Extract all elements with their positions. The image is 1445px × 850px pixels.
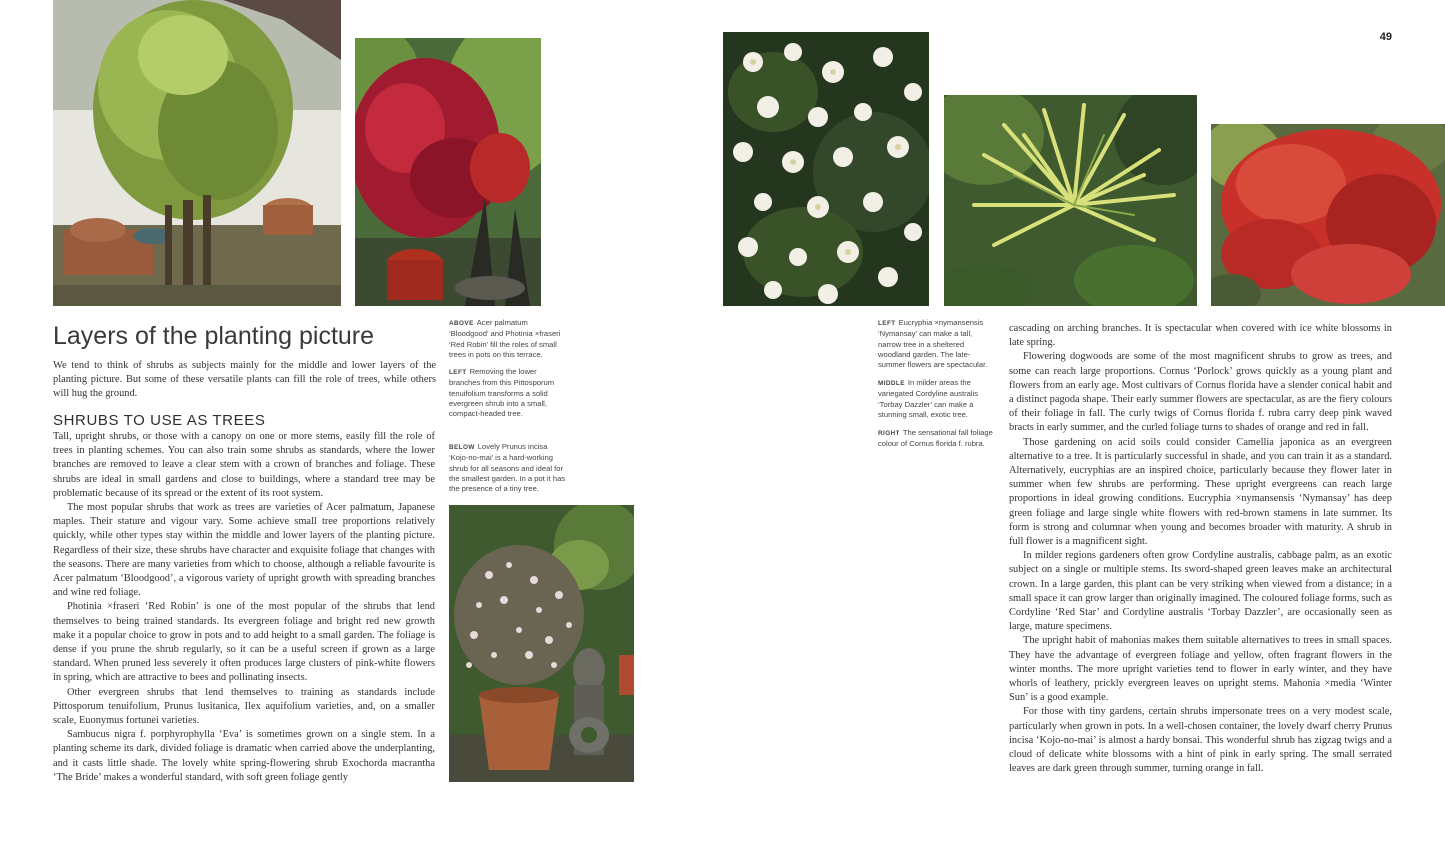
- body-paragraph: Photinia ×fraseri ‘Red Robin’ is one of the most popular of the shrubs that lend themselves to being trained standards. Its evergreen foliage and bright red new growth make it a popular choice to grow in pots and to add height to a small garden. The foliage is dense if you prune the shrub regularly, so it can be a useful screen if grown as a large standard. When pruned less severely it often produces large clusters of pink-white flowers in spring, which are attractive to bees and pollinating insects.: [53, 601, 435, 684]
- section-heading: SHRUBS TO USE AS TREES: [53, 412, 266, 429]
- body-paragraph: Other evergreen shrubs that lend themselves to training as standards include Pittosporum tenuifolium, Prunus lusitanica, Ilex aquifolium varieties, and, on a smaller scale, Euonymus fortunei varieties.: [53, 686, 435, 727]
- caption-label: ABOVE: [449, 320, 474, 327]
- body-paragraph: For those with tiny gardens, certain shrubs impersonate trees on a very modest scale, particularly when grown in pots. In a well-chosen container, the lovely dwarf cherry Prunus incisa ‘Kojo-no-mai’ is almost a hardy bonsai. This wonderful shrub has zigzag twigs and a cloud of delicate white blossoms with a hint of pink in early spring. The small serrated leaves are dark green through summer, turning orange in fall.: [1009, 706, 1392, 775]
- photo-acer-photinia: [355, 38, 541, 306]
- intro-paragraph: [53, 359, 436, 402]
- caption-label: BELOW: [449, 444, 475, 451]
- body-paragraph: The upright habit of mahonias makes them suitable alternatives to trees in small spaces. They have the advantage of evergreen foliage and yellow, often fragrant flowers in the winter months. The more upright varieties tend to flower in early winter, and they have whorls of leathery, prickly evergreen leaves on upright stems. Mahonia ×media ‘Winter Sun’ is a good example.: [1009, 635, 1392, 704]
- caption-label: MIDDLE: [878, 380, 905, 387]
- caption-label: LEFT: [449, 369, 467, 376]
- caption-text: Removing the lower branches from this Pittosporum tenuifolium transforms a solid evergreen shrub into a small, compact-headed tree.: [449, 367, 555, 419]
- caption-text: The sensational fall foliage colour of Cornus florida f. rubra.: [878, 428, 993, 449]
- photo-cornus-rubra: [1211, 124, 1445, 306]
- caption-text: Eucryphia ×nymansensis ‘Nymansay’ can make a tall, narrow tree in a sheltered woodland garden. The late-summer flowers are spectacular.: [878, 318, 988, 370]
- caption-left-eucryphia: [878, 318, 996, 370]
- body-column-right: [1009, 322, 1392, 792]
- photo-cordyline: [944, 95, 1197, 306]
- body-paragraph: cascading on arching branches. It is spectacular when covered with ice white blossoms in late spring.: [1009, 323, 1392, 349]
- photo-eucryphia: [723, 32, 929, 306]
- caption-text: Acer palmatum ‘Bloodgood’ and Photinia ×fraseri ‘Red Robin’ fill the roles of small trees in pots on this terrace.: [449, 318, 561, 359]
- caption-left-pittosporum: [449, 367, 567, 419]
- caption-label: RIGHT: [878, 430, 900, 437]
- caption-right: [878, 428, 996, 450]
- body-column-left: [53, 430, 435, 786]
- caption-above: [449, 318, 567, 360]
- body-paragraph: Those gardening on acid soils could consider Camellia japonica as an evergreen alternative to a tree. It is particularly successful in shade, and you can train it as a standard. Alternatively, eucryphias are an inspired choice, particularly because they flower later in summer when few shrubs are performing. These upright evergreens can reach large proportions in ideal growing conditions. Eucryphia ×nymansensis ‘Nymansay’ has deep green foliage and large single white flowers with red-brown stamens in late summer. Its form is strong and columnar when young and becomes broader with maturity. A shrub in full flower is a magnificent sight.: [1009, 436, 1392, 548]
- intro-text: We tend to think of shrubs as subjects mainly for the middle and lower layers of the planting picture. But some of these versatile plants can fill the role of trees, while others will hug the ground.: [53, 360, 436, 400]
- caption-label: LEFT: [878, 320, 896, 327]
- page-number: 49: [1379, 31, 1392, 43]
- body-paragraph: Tall, upright shrubs, or those with a canopy on one or more stems, easily fill the role of trees in planting schemes. You can also train some shrubs as standards, where the lower branches are removed to leave a clear stem with a crown of branches and foliage. These shrubs are ideal in small gardens and close to buildings, where a standard tree may be problematic because of its spread or the extent of its root system.: [53, 431, 435, 499]
- page-title: Layers of the planting picture: [53, 322, 375, 350]
- caption-text: In milder areas the variegated Cordyline australis ‘Torbay Dazzler’ can make a stunning small, exotic tree.: [878, 378, 979, 419]
- body-paragraph: Flowering dogwoods are some of the most magnificent shrubs to grow as trees, and some can reach large proportions. Cornus ‘Porlock’ grows quickly as a young plant and flowers from an early age. Most cultivars of Cornus florida have a slender conical habit and a distinct pagoda shape. Their early summer flowers are spectacular, as are the fiery colours of their foliage in fall. The curly twigs of Cornus florida f. rubra carry deep pink waved bracts in early summer, and the curled foliage turns to shades of orange and red in fall.: [1009, 351, 1392, 434]
- photo-pittosporum-standard: [53, 0, 341, 306]
- photo-prunus-kojo-no-mai: [449, 505, 634, 782]
- body-paragraph: The most popular shrubs that work as trees are varieties of Acer palmatum, Japanese maples. Their stature and vigour vary. Some achieve small tree proportions relatively quickly, while other types stay within the middle and lower layers of the planting picture. Regardless of their size, these shrubs have character and exquisite foliage that changes with the seasons. There are many varieties from which to choose, although a reliable favourite is Acer palmatum ‘Bloodgood’, a vigorous variety of upright growth with spreading branches and wine red foliage.: [53, 502, 435, 599]
- caption-text: Lovely Prunus incisa ‘Kojo-no-mai’ is a hard-working shrub for all seasons and ideal for the smallest garden. In a pot it has the presence of a tiny tree.: [449, 442, 566, 494]
- caption-below: [449, 442, 567, 494]
- body-paragraph: Sambucus nigra f. porphyrophylla ‘Eva’ is sometimes grown on a single stem. In a planting scheme its dark, divided foliage is dramatic when carried above the underplanting, and it casts little shade. The lovely white spring-flowering shrub Exochorda macrantha ‘The Bride’ makes a wonderful standard, with soft green foliage gently: [53, 729, 435, 783]
- body-paragraph: In milder regions gardeners often grow Cordyline australis, cabbage palm, as an exotic subject on a single or multiple stems. Its sword-shaped green leaves make an architectural crown. In a large garden, this plant can be very striking when viewed from a distance; in a small space it can grow larger than originally imagined. The coloured foliage forms, such as Cordyline ‘Red Star’ and Cordyline australis ‘Torbay Dazzler’, are occasionally seen as large, mature specimens.: [1009, 550, 1392, 633]
- caption-middle: [878, 378, 996, 420]
